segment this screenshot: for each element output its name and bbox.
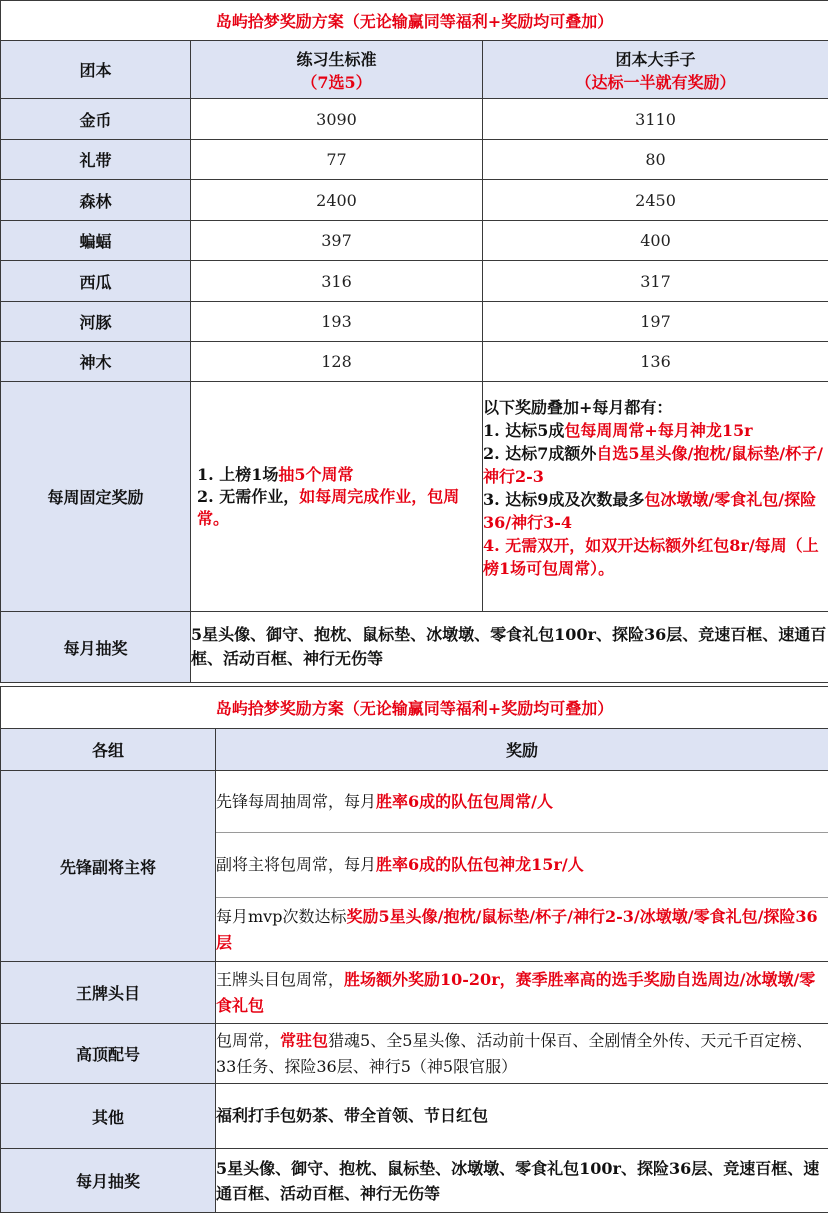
group-row [1, 771, 828, 833]
g1-r3a: 每月mvp次数达标 [216, 906, 347, 926]
group-label-vanguard: 先锋副将主将 [1, 771, 216, 962]
expert-value: 400 [483, 221, 828, 261]
row-label: 森林 [1, 180, 191, 221]
practice-value: 3090 [191, 99, 483, 140]
monthly-lottery-label: 每月抽奖 [1, 612, 191, 683]
practice-value: 128 [191, 342, 483, 382]
g1-r2a: 副将主将包周常，每月 [216, 855, 377, 874]
group1-reward-3 [216, 898, 828, 962]
table-row [1, 261, 828, 302]
g1-r1a: 先锋每周抽周常，每月 [216, 791, 377, 811]
group5-reward: 5星头像、御守、抱枕、鼠标垫、冰墩墩、零食礼包100r、探险36层、竞速百框、速通百框、活动百框、神行无伤等 [216, 1149, 828, 1213]
row-label: 神木 [1, 342, 191, 382]
weekly-e-3b: 包冰墩墩/零食礼包/探险36/神行3-4 [483, 490, 817, 532]
g2-a: 王牌头目包周常， [216, 969, 345, 989]
expert-value: 317 [483, 261, 828, 302]
g1-r3b: 奖励5星头像/抱枕/鼠标垫/杯子/神行2-3/冰墩墩/零食礼包/探险36层 [216, 906, 818, 952]
table2-header-group: 各组 [1, 729, 216, 771]
practice-value: 2400 [191, 180, 483, 221]
table-row [1, 180, 828, 221]
weekly-expert-cell [483, 382, 828, 612]
practice-value: 316 [191, 261, 483, 302]
group-row [1, 1149, 828, 1213]
row-label: 礼带 [1, 140, 191, 180]
g1-r1b: 胜率6成的队伍包周常/人 [376, 791, 553, 811]
weekly-e-2a: 2. 达标7成额外 [483, 444, 597, 463]
group-label-other: 其他 [1, 1084, 216, 1149]
group4-reward: 福利打手包奶茶、带全首领、节日红包 [216, 1084, 828, 1149]
table-row [1, 302, 828, 342]
table2-header-reward: 奖励 [216, 729, 828, 771]
expert-value: 80 [483, 140, 828, 180]
weekly-p-l2a: 2. 无需作业， [197, 486, 300, 506]
expert-value: 136 [483, 342, 828, 382]
weekly-p-l2b: 如每周完成作业，包周常。 [197, 486, 460, 528]
table-row [1, 140, 828, 180]
practice-value: 193 [191, 302, 483, 342]
g2-b: 胜场额外奖励10-20r，赛季胜率高的选手奖励自选周边/冰墩墩/零食礼包 [216, 969, 816, 1015]
weekly-e-1a: 1. 达标5成 [483, 421, 565, 440]
monthly-lottery-text: 5星头像、御守、抱枕、鼠标垫、冰墩墩、零食礼包100r、探险36层、竞速百框、速通百框、活动百框、神行无伤等 [191, 612, 828, 683]
weekly-e-2b: 自选5星头像/抱枕/鼠标垫/杯子/神行2-3 [483, 444, 823, 486]
g1-r2b: 胜率6成的队伍包神龙15r/人 [376, 855, 584, 874]
row-label: 蝙蝠 [1, 221, 191, 261]
weekly-p-l1a: 1. 上榜1场 [197, 464, 279, 484]
weekly-e-3a: 3. 达标9成及次数最多 [483, 490, 645, 509]
practice-value: 397 [191, 221, 483, 261]
group-row [1, 1024, 828, 1084]
row-label: 河豚 [1, 302, 191, 342]
monthly-lottery-row [1, 612, 828, 683]
g3-c: 猎魂5、全5星头像、活动前十保百、全剧情全外传、天元千百定榜、33任务、探险36层、神行5（神5限官服） [216, 1030, 813, 1076]
row-label: 金币 [1, 99, 191, 140]
expert-value: 3110 [483, 99, 828, 140]
group-label-premium: 高顶配号 [1, 1024, 216, 1084]
expert-subtitle: （达标一半就有奖励） [575, 72, 736, 92]
table1-title: 岛屿拾梦奖励方案（无论输赢同等福利+奖励均可叠加） [1, 1, 828, 41]
table1-header-expert [483, 41, 828, 99]
weekly-e-4: 4. 无需双开，如双开达标额外红包8r/每周（上榜1场可包周常）。 [483, 536, 819, 578]
reward-table-2 [0, 686, 828, 1213]
weekly-practice-cell [191, 382, 483, 612]
group-row [1, 962, 828, 1024]
expert-value: 197 [483, 302, 828, 342]
group3-reward [216, 1024, 828, 1084]
weekly-reward-label: 每周固定奖励 [1, 382, 191, 612]
weekly-p-l1b: 抽5个周常 [278, 464, 354, 484]
table-row [1, 342, 828, 382]
table2-title: 岛屿拾梦奖励方案（无论输赢同等福利+奖励均可叠加） [1, 687, 828, 729]
group-row [1, 1084, 828, 1149]
table1-header-tuanben: 团本 [1, 41, 191, 99]
table-row [1, 99, 828, 140]
practice-subtitle: （7选5） [301, 72, 372, 92]
group-label-monthly: 每月抽奖 [1, 1149, 216, 1213]
g3-b: 常驻包 [280, 1030, 329, 1050]
practice-title: 练习生标准 [296, 49, 377, 69]
g3-a: 包周常， [216, 1030, 281, 1050]
group2-reward [216, 962, 828, 1024]
group1-reward-1 [216, 771, 828, 833]
row-label: 西瓜 [1, 261, 191, 302]
expert-title: 团本大手子 [615, 49, 696, 69]
table-row [1, 221, 828, 261]
weekly-e-intro: 以下奖励叠加+每月都有： [483, 398, 673, 417]
expert-value: 2450 [483, 180, 828, 221]
weekly-reward-row [1, 382, 828, 612]
group1-reward-2 [216, 833, 828, 898]
practice-value: 77 [191, 140, 483, 180]
table1-header-practice [191, 41, 483, 99]
weekly-e-1b: 包每周周常+每月神龙15r [564, 421, 753, 440]
group-label-ace: 王牌头目 [1, 962, 216, 1024]
